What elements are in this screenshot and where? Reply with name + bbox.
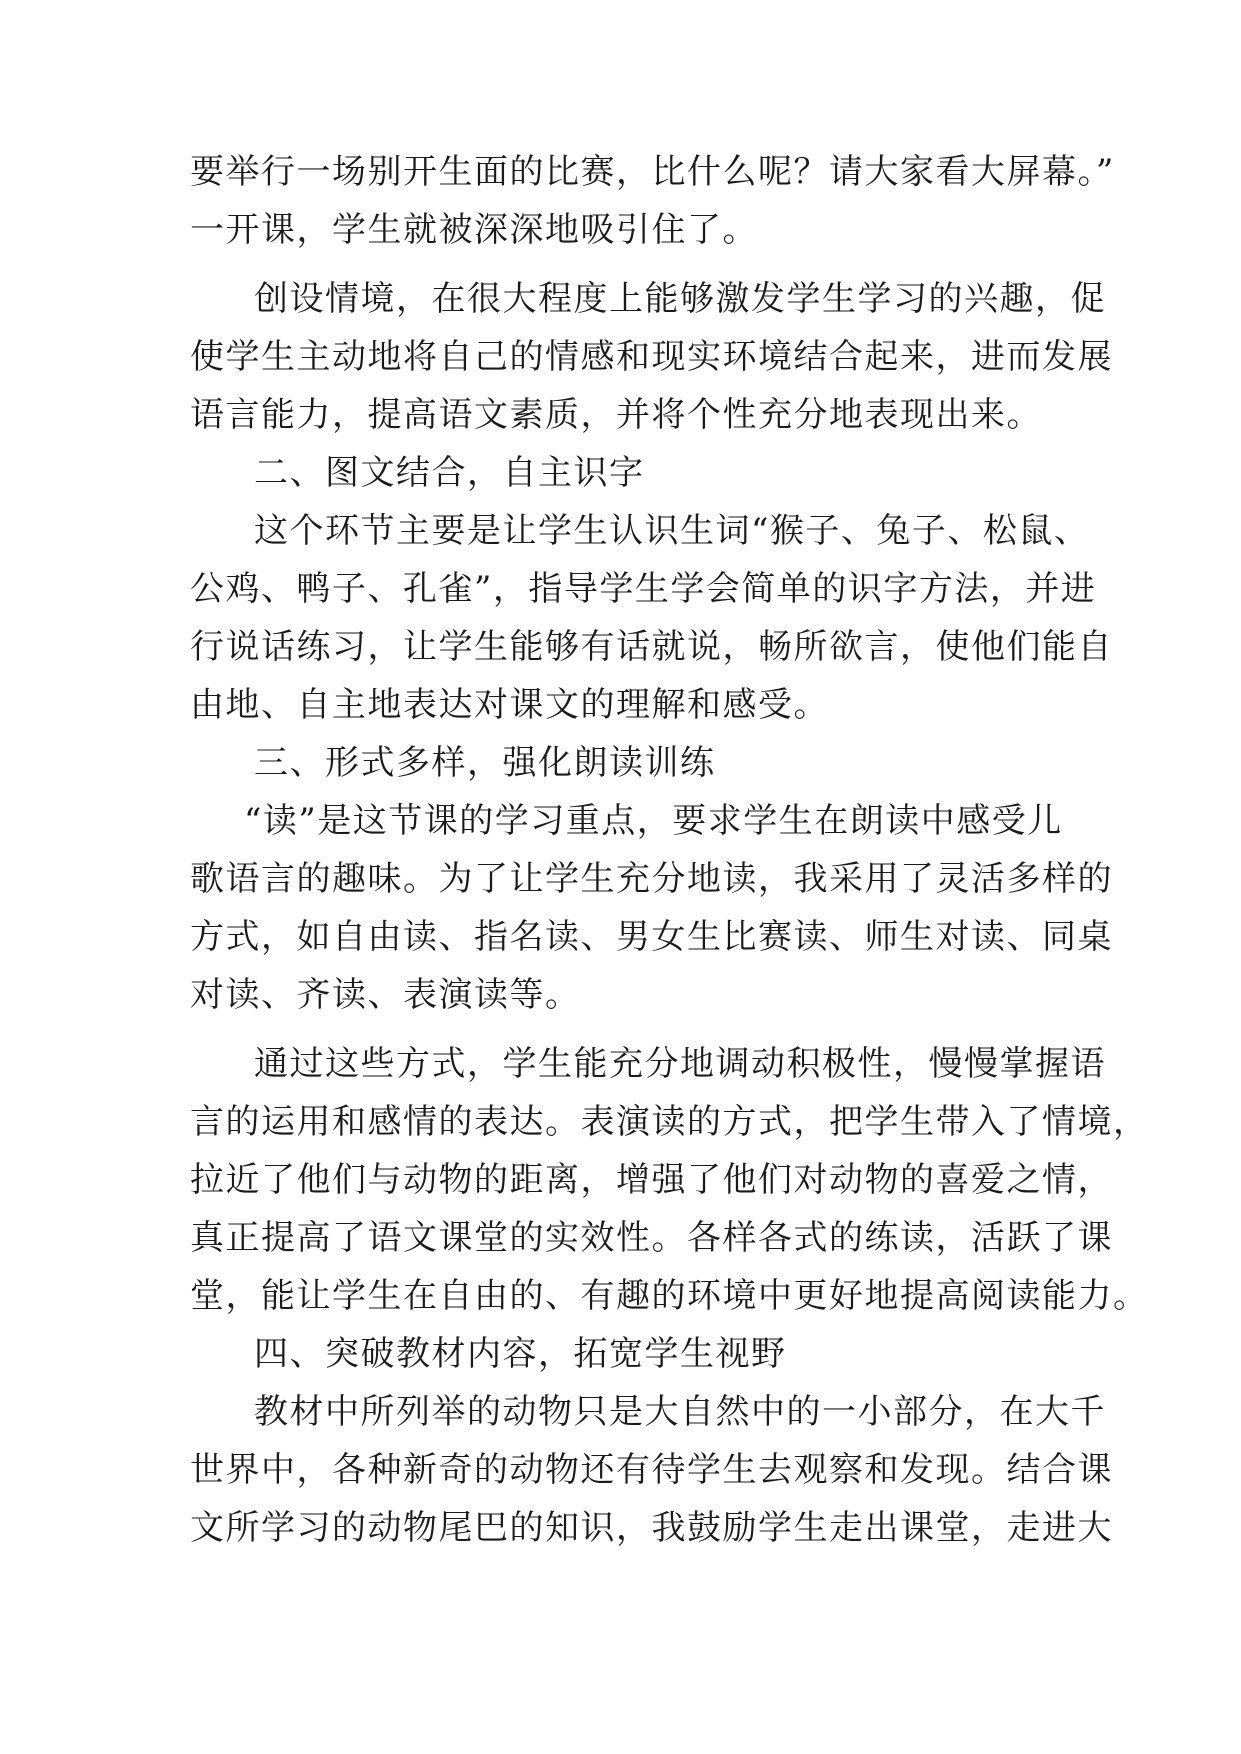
text-line: 语言能力，提高语文素质，并将个性充分地表现出来。: [190, 395, 1042, 435]
text-line: 一开课，学生就被深深地吸引住了。: [190, 210, 758, 250]
text-line: 言的运用和感情的表达。表演读的方式，把学生带入了情境，: [190, 1102, 1149, 1142]
text-line: 堂，能让学生在自由的、有趣的环境中更好地提高阅读能力。: [190, 1276, 1149, 1316]
text-line: 行说话练习，让学生能够有话就说，畅所欲言，使他们能自: [190, 627, 1113, 667]
text-line: 文所学习的动物尾巴的知识，我鼓励学生走出课堂，走进大: [190, 1508, 1113, 1548]
text-line: 要举行一场别开生面的比赛，比什么呢？请大家看大屏幕。”: [190, 152, 1115, 192]
text-line: 教材中所列举的动物只是大自然中的一小部分，在大千: [254, 1392, 1106, 1432]
text-line: 公鸡、鸭子、孔雀”，指导学生学会简单的识字方法，并进: [190, 569, 1097, 609]
text-line: “读”是这节课的学习重点，要求学生在朗读中感受儿: [244, 801, 1063, 841]
text-line: 创设情境，在很大程度上能够激发学生学习的兴趣，促: [254, 279, 1106, 319]
text-line: 这个环节主要是让学生认识生词“猴子、兔子、松鼠、: [254, 511, 1090, 551]
text-line: 歌语言的趣味。为了让学生充分地读，我采用了灵活多样的: [190, 859, 1113, 899]
text-line: 对读、齐读、表演读等。: [190, 975, 581, 1015]
text-line: 真正提高了语文课堂的实效性。各样各式的练读，活跃了课: [190, 1218, 1113, 1258]
text-line: 使学生主动地将自己的情感和现实环境结合起来，进而发展: [190, 337, 1113, 377]
text-line: 方式，如自由读、指名读、男女生比赛读、师生对读、同桌: [190, 917, 1113, 957]
text-line: 拉近了他们与动物的距离，增强了他们对动物的喜爱之情，: [190, 1160, 1113, 1200]
section-heading: 二、图文结合，自主识字: [254, 453, 645, 493]
text-line: 世界中，各种新奇的动物还有待学生去观察和发现。结合课: [190, 1450, 1113, 1490]
text-line: 由地、自主地表达对课文的理解和感受。: [190, 685, 829, 725]
section-heading: 三、形式多样，强化朗读训练: [254, 743, 716, 783]
section-heading: 四、突破教材内容，拓宽学生视野: [254, 1334, 787, 1374]
text-line: 通过这些方式，学生能充分地调动积极性，慢慢掌握语: [254, 1044, 1106, 1084]
